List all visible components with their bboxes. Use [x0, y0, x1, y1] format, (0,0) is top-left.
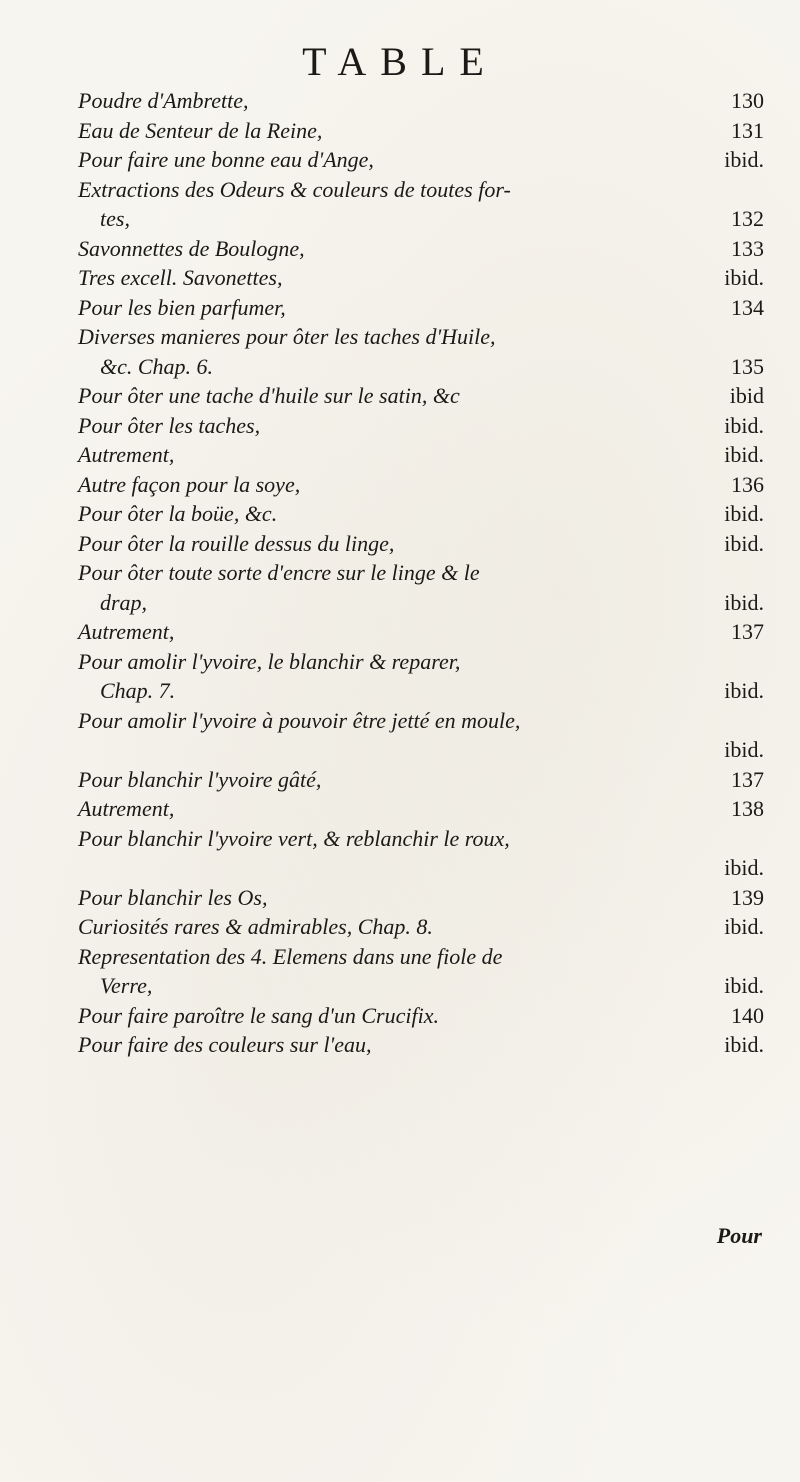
- entry-title: Diverses manieres pour ôter les taches d'Huile,: [78, 324, 496, 349]
- toc-entry: [78, 499, 764, 529]
- entry-title: Pour amolir l'yvoire à pouvoir être jetté en moule,: [78, 707, 521, 733]
- entry-continuation-line: [78, 676, 764, 706]
- entry-line: [78, 706, 764, 736]
- toc-entry: [78, 116, 764, 146]
- toc-entry: [78, 175, 764, 234]
- page-number: 132: [731, 206, 764, 231]
- page-number: 131: [731, 117, 764, 143]
- entry-title: Pour ôter la rouille dessus du linge,: [78, 530, 395, 556]
- entry-title: Pour faire paroître le sang d'un Crucifix.: [78, 1002, 439, 1028]
- entry-title: &c. Chap. 6.: [100, 353, 214, 379]
- entry-line: [78, 647, 764, 677]
- toc-entry: [78, 293, 764, 323]
- entry-title: Extractions des Odeurs & couleurs de toutes for-: [78, 176, 511, 202]
- toc-entry: [78, 411, 764, 441]
- entry-title: Autrement,: [78, 796, 175, 821]
- entry-title: Pour faire des couleurs sur l'eau,: [78, 1032, 372, 1057]
- entry-line: [78, 381, 764, 411]
- entry-title: Eau de Senteur de la Reine,: [78, 117, 323, 143]
- entry-title: Autrement,: [78, 619, 175, 644]
- page-title: TABLE: [302, 39, 498, 84]
- page-number: ibid: [729, 383, 764, 408]
- entry-title: Curiosités rares & admirables, Chap. 8.: [78, 914, 433, 939]
- entry-line: [78, 529, 764, 559]
- entry-title: Representation des 4. Elemens dans une fiole de: [78, 943, 503, 969]
- toc-entry: [78, 617, 764, 647]
- toc-entry: [78, 1030, 764, 1060]
- page-number: ibid.: [724, 442, 764, 467]
- entry-title: drap,: [100, 589, 148, 615]
- entry-line: [78, 558, 764, 588]
- toc-entry: [78, 1001, 764, 1031]
- entry-line: [78, 175, 764, 205]
- toc-entry: [78, 912, 764, 942]
- entry-line: [78, 116, 764, 146]
- toc-entry: [78, 765, 764, 795]
- entry-title: tes,: [100, 206, 130, 231]
- entry-title: Tres excell. Savonettes,: [78, 265, 283, 290]
- entry-line: [78, 824, 764, 854]
- entry-title: Pour blanchir l'yvoire gâté,: [78, 766, 322, 792]
- toc-entry: [78, 558, 764, 617]
- entry-line: [78, 912, 764, 942]
- entry-line: [78, 411, 764, 441]
- page-number: ibid.: [724, 1032, 764, 1057]
- page-number: ibid.: [724, 412, 764, 438]
- entry-continuation-line: [78, 971, 764, 1001]
- toc-entry: [78, 234, 764, 264]
- entry-title: Autrement,: [78, 442, 175, 467]
- entry-title: Pour blanchir l'yvoire vert, & reblanchir le roux,: [78, 825, 510, 851]
- page-number: 130: [731, 88, 764, 113]
- table-of-contents: [78, 86, 764, 1060]
- entry-line: [78, 263, 764, 293]
- entry-continuation-line: [78, 853, 764, 883]
- entry-line: [78, 883, 764, 913]
- page-number: ibid.: [724, 737, 764, 762]
- page-number: 135: [731, 353, 764, 379]
- entry-line: [78, 765, 764, 795]
- entry-line: [78, 794, 764, 824]
- entry-line: [78, 234, 764, 264]
- toc-entry: [78, 824, 764, 883]
- toc-entry: [78, 529, 764, 559]
- entry-line: [78, 942, 764, 972]
- toc-entry: [78, 86, 764, 116]
- toc-entry: [78, 440, 764, 470]
- catchword: Pour: [716, 1223, 762, 1248]
- entry-continuation-line: [78, 352, 764, 382]
- toc-entry: [78, 942, 764, 1001]
- entry-title: Savonnettes de Boulogne,: [78, 235, 305, 261]
- page-number: 140: [731, 1002, 764, 1028]
- page-number: ibid.: [724, 265, 764, 290]
- entry-line: [78, 440, 764, 470]
- page-number: ibid.: [724, 589, 764, 615]
- entry-continuation-line: [78, 735, 764, 765]
- page-number: 133: [731, 235, 764, 261]
- page-number: ibid.: [724, 530, 764, 556]
- page-number: ibid.: [724, 855, 764, 880]
- entry-title: Pour amolir l'yvoire, le blanchir & reparer,: [78, 648, 461, 674]
- toc-entry: [78, 470, 764, 500]
- entry-title: Poudre d'Ambrette,: [78, 88, 249, 113]
- toc-entry: [78, 263, 764, 293]
- toc-entry: [78, 322, 764, 381]
- entry-line: [78, 145, 764, 175]
- entry-title: Pour faire une bonne eau d'Ange,: [78, 147, 374, 172]
- entry-continuation-line: [78, 588, 764, 618]
- page-number: ibid.: [724, 147, 764, 172]
- entry-title: Pour ôter la boüe, &c.: [78, 501, 278, 526]
- toc-entry: [78, 647, 764, 706]
- entry-line: [78, 617, 764, 647]
- entry-line: [78, 1030, 764, 1060]
- entry-line: [78, 499, 764, 529]
- entry-title: Pour ôter les taches,: [78, 412, 261, 438]
- entry-line: [78, 293, 764, 323]
- entry-title: Pour blanchir les Os,: [78, 884, 268, 910]
- entry-title: Pour ôter toute sorte d'encre sur le linge & le: [78, 560, 480, 585]
- entry-title: Chap. 7.: [100, 678, 176, 703]
- entry-title: Autre façon pour la soye,: [78, 471, 301, 497]
- entry-title: Pour les bien parfumer,: [78, 294, 286, 320]
- entry-line: [78, 1001, 764, 1031]
- page-number: 137: [731, 619, 764, 644]
- page-number: ibid.: [724, 678, 764, 703]
- toc-entry: [78, 794, 764, 824]
- page-number: ibid.: [724, 914, 764, 939]
- entry-title: Pour ôter une tache d'huile sur le satin, &c: [78, 383, 460, 408]
- page-number: ibid.: [724, 973, 764, 998]
- page-number: 137: [731, 766, 764, 792]
- entry-line: [78, 322, 764, 352]
- page-number: 139: [731, 884, 764, 910]
- toc-entry: [78, 381, 764, 411]
- toc-entry: [78, 706, 764, 765]
- page-number: 134: [731, 294, 764, 320]
- page-number: ibid.: [724, 501, 764, 526]
- entry-line: [78, 470, 764, 500]
- toc-entry: [78, 145, 764, 175]
- entry-title: Verre,: [100, 973, 153, 998]
- toc-entry: [78, 883, 764, 913]
- page-number: 136: [731, 471, 764, 497]
- entry-continuation-line: [78, 204, 764, 234]
- entry-line: [78, 86, 764, 116]
- page-number: 138: [731, 796, 764, 821]
